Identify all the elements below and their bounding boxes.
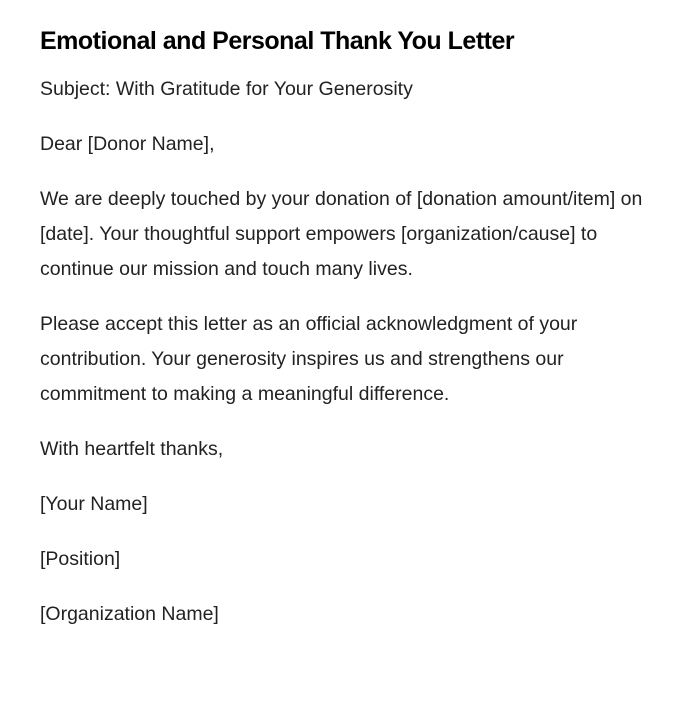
subject-line: Subject: With Gratitude for Your Generosity [40, 78, 413, 100]
signature-organization: [Organization Name] [40, 603, 219, 625]
letter-title: Emotional and Personal Thank You Letter [40, 27, 515, 55]
body-paragraph: We are deeply touched by your donation of [donation amount/item] on [date]. Your thoughtful support empowers [organization/cause] to continue our mission and touch many lives. [40, 188, 643, 280]
body-paragraph: Please accept this letter as an official acknowledgment of your contribution. Your generosity inspires us and strengthens our commitment to making a meaningful difference. [40, 313, 578, 405]
letter [40, 24, 660, 652]
salutation: Dear [Donor Name], [40, 133, 215, 155]
signature-name: [Your Name] [40, 493, 148, 515]
closing: With heartfelt thanks, [40, 438, 224, 460]
signature-position: [Position] [40, 548, 121, 570]
